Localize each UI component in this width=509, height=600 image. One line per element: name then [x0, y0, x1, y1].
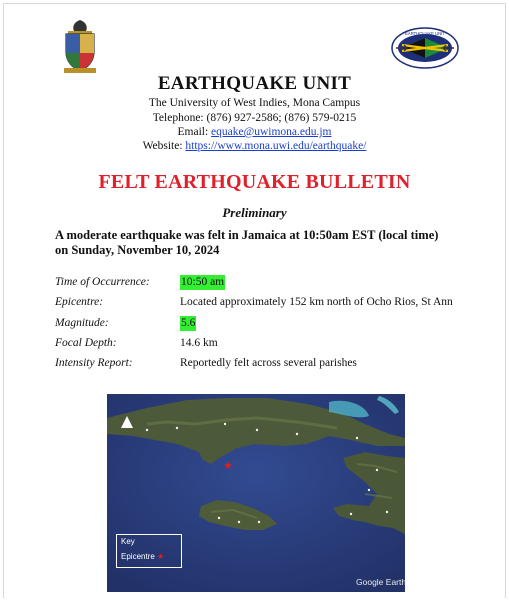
- university-crest-logo: [60, 18, 100, 74]
- detail-label: Time of Occurrence:: [55, 276, 150, 288]
- detail-label: Intensity Report:: [55, 357, 133, 369]
- email-line: [0, 125, 509, 140]
- epicentre-key-star-icon: ★: [157, 552, 165, 561]
- unit-title: EARTHQUAKE UNIT: [157, 73, 352, 94]
- detail-label: Epicentre:: [55, 296, 104, 308]
- map-attribution: Google Earth: [356, 577, 407, 587]
- map-key-title: Key: [121, 537, 135, 546]
- epicentre-star-icon: ★: [223, 460, 233, 472]
- email-link[interactable]: equake@uwimona.edu.jm: [211, 126, 332, 138]
- detail-label: Focal Depth:: [55, 337, 117, 349]
- telephone-line: Telephone: (876) 927-2586; (876) 579-0215: [152, 112, 357, 124]
- institution-name: The University of West Indies, Mona Campus: [148, 97, 361, 109]
- email-label: Email:: [177, 126, 209, 138]
- detail-value: Located approximately 152 km north of Ocho Rios, St Ann: [180, 296, 453, 308]
- headline-line-1: A moderate earthquake was felt in Jamaica at 10:50am EST (local time): [55, 228, 439, 242]
- detail-value: Reportedly felt across several parishes: [180, 357, 357, 369]
- website-label: Website:: [142, 140, 183, 152]
- detail-value: 10:50 am: [181, 276, 225, 288]
- detail-value: 14.6 km: [180, 337, 218, 349]
- bulletin-title: FELT EARTHQUAKE BULLETIN: [98, 171, 411, 193]
- website-line: [0, 139, 509, 154]
- website-link[interactable]: https://www.mona.uwi.edu/earthquake/: [185, 140, 367, 152]
- bulletin-headline: [55, 228, 465, 258]
- bulletin-status: Preliminary: [222, 205, 287, 220]
- detail-value: 5.6: [181, 317, 196, 329]
- earthquake-unit-seal-logo: [390, 26, 460, 70]
- map-key-epicentre: [121, 552, 164, 561]
- map-key-epicentre-label: Epicentre: [121, 552, 155, 561]
- seal-text: EARTHQUAKE UNIT: [405, 31, 445, 36]
- detail-label: Magnitude:: [55, 317, 109, 329]
- headline-line-2: on Sunday, November 10, 2024: [55, 243, 220, 257]
